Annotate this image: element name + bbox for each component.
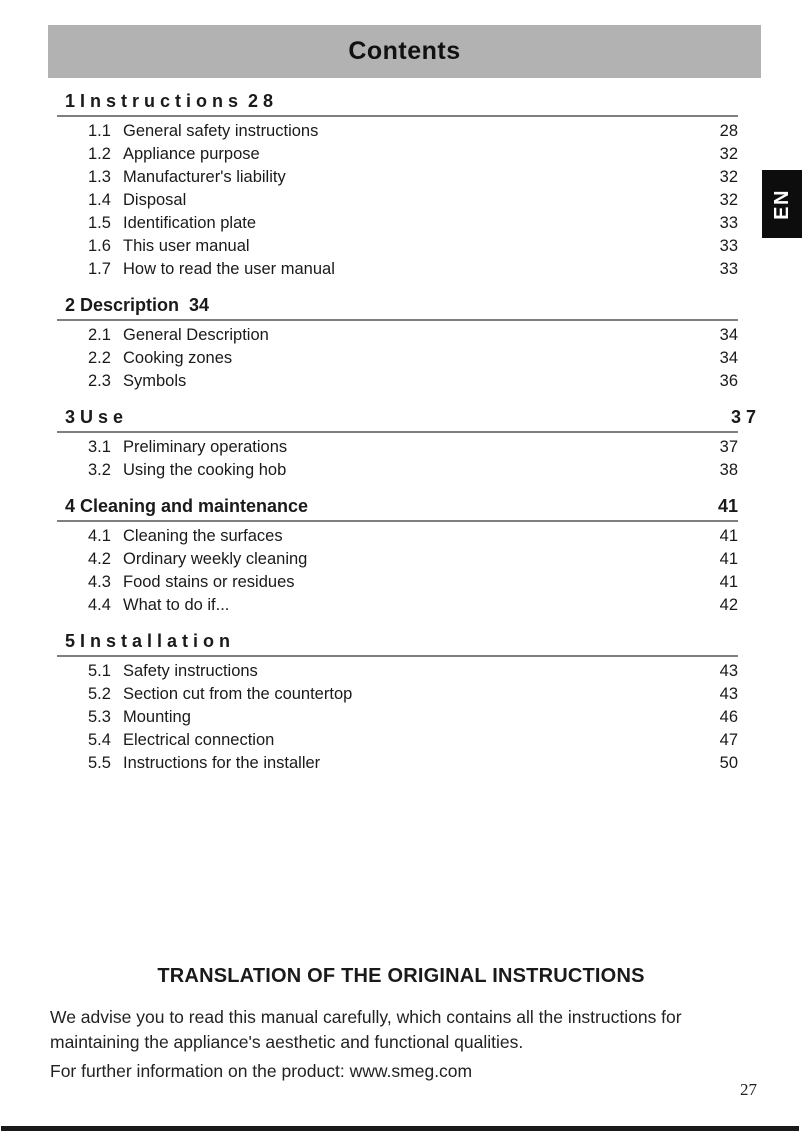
- toc-entry: [57, 166, 738, 189]
- entry-number: 1.5: [88, 214, 111, 232]
- entry-number: 2.3: [88, 372, 111, 390]
- section-heading-text: 5 I n s t a l l a t i o n: [65, 631, 231, 651]
- entry-label: Food stains or residues: [123, 573, 295, 591]
- bottom-bar: [1, 1126, 799, 1131]
- toc-entry: [57, 120, 738, 143]
- toc-entry: [57, 324, 738, 347]
- toc-entry: [57, 594, 738, 617]
- entry-page: 41: [719, 573, 738, 591]
- entry-page: 43: [719, 662, 738, 680]
- section-heading-text: 4 Cleaning and maintenance: [65, 496, 309, 516]
- toc-entry: [57, 258, 738, 281]
- entry-number: 1.2: [88, 145, 111, 163]
- entry-number: 4.4: [88, 596, 111, 614]
- entry-label: Cleaning the surfaces: [123, 527, 283, 545]
- entry-label: General Description: [123, 326, 269, 344]
- toc-entry: [57, 212, 738, 235]
- entry-label: Symbols: [123, 372, 187, 390]
- entry-label: Ordinary weekly cleaning: [123, 550, 308, 568]
- entry-number: 4.3: [88, 573, 111, 591]
- entry-label: Cooking zones: [123, 349, 233, 367]
- entry-number: 5.3: [88, 708, 111, 726]
- contents-header-bar: [48, 25, 761, 78]
- entry-page: 34: [719, 326, 738, 344]
- toc-entry: [57, 706, 738, 729]
- entry-number: 5.4: [88, 731, 111, 749]
- entry-label: General safety instructions: [123, 122, 319, 140]
- entry-page: 33: [719, 214, 738, 232]
- entry-label: Manufacturer's liability: [123, 168, 286, 186]
- entry-label: Safety instructions: [123, 662, 258, 680]
- section-heading: [57, 90, 738, 117]
- entry-page: 33: [719, 260, 738, 278]
- entry-page: 32: [719, 191, 738, 209]
- table-of-contents: [57, 90, 756, 775]
- toc-entry: [57, 347, 738, 370]
- entry-page: 32: [719, 168, 738, 186]
- entry-label: Mounting: [123, 708, 191, 726]
- entry-page: 28: [719, 122, 738, 140]
- entry-page: 41: [719, 527, 738, 545]
- toc-entry: [57, 525, 738, 548]
- language-tab-label: EN: [770, 188, 793, 220]
- footer-paragraph: We advise you to read this manual carefully, which contains all the instructions for maintaining the appliance's aesthetic and functional qualities.: [50, 1007, 682, 1052]
- entry-label: Appliance purpose: [123, 145, 260, 163]
- toc-entry: [57, 459, 738, 482]
- entry-page: 46: [719, 708, 738, 726]
- entry-number: 5.2: [88, 685, 111, 703]
- toc-entry: [57, 235, 738, 258]
- toc-entry: [57, 729, 738, 752]
- entry-page: 43: [719, 685, 738, 703]
- entry-page: 42: [719, 596, 738, 614]
- entry-label: What to do if...: [123, 596, 230, 614]
- entry-label: Identification plate: [123, 214, 257, 232]
- entry-number: 2.2: [88, 349, 111, 367]
- section-heading-text: 3 U s e: [65, 407, 124, 427]
- toc-entry: [57, 660, 738, 683]
- section-heading-page: 3 7: [730, 407, 756, 427]
- section-heading: [57, 406, 756, 433]
- entry-number: 4.2: [88, 550, 111, 568]
- entry-page: 36: [719, 372, 738, 390]
- entry-number: 3.1: [88, 438, 111, 456]
- language-tab: [762, 170, 802, 238]
- entry-label: Using the cooking hob: [123, 461, 287, 479]
- entry-label: How to read the user manual: [123, 260, 335, 278]
- entry-number: 5.5: [88, 754, 111, 772]
- toc-entry: [57, 683, 738, 706]
- section-heading: [57, 294, 738, 321]
- page-number: 27: [740, 1080, 757, 1099]
- section-heading-text: 2 Description 34: [65, 295, 210, 315]
- entry-page: 34: [719, 349, 738, 367]
- toc-entry: [57, 436, 738, 459]
- section-heading: [57, 495, 738, 522]
- entry-number: 4.1: [88, 527, 111, 545]
- toc-entry: [57, 370, 738, 393]
- entry-page: 33: [719, 237, 738, 255]
- entry-page: 38: [719, 461, 738, 479]
- entry-number: 1.1: [88, 122, 111, 140]
- entry-page: 50: [719, 754, 738, 772]
- entry-number: 5.1: [88, 662, 111, 680]
- entry-label: Electrical connection: [123, 731, 275, 749]
- entry-label: Section cut from the countertop: [123, 685, 353, 703]
- footer-text: [50, 1005, 705, 1084]
- page-title: Contents: [348, 37, 461, 65]
- section-heading-text: 1 I n s t r u c t i o n s 2 8: [65, 91, 274, 111]
- entry-page: 41: [719, 550, 738, 568]
- toc-entry: [57, 752, 738, 775]
- entry-label: Disposal: [123, 191, 187, 209]
- entry-label: Instructions for the installer: [123, 754, 321, 772]
- toc-entry: [57, 548, 738, 571]
- toc-entry: [57, 189, 738, 212]
- entry-number: 3.2: [88, 461, 111, 479]
- entry-label: Preliminary operations: [123, 438, 288, 456]
- entry-page: 37: [719, 438, 738, 456]
- footer-title: TRANSLATION OF THE ORIGINAL INSTRUCTIONS: [157, 965, 645, 987]
- entry-number: 2.1: [88, 326, 111, 344]
- entry-number: 1.3: [88, 168, 111, 186]
- entry-number: 1.7: [88, 260, 111, 278]
- entry-number: 1.6: [88, 237, 111, 255]
- toc-entry: [57, 143, 738, 166]
- entry-page: 32: [719, 145, 738, 163]
- entry-page: 47: [719, 731, 738, 749]
- section-heading-page: 41: [717, 496, 738, 516]
- toc-entry: [57, 571, 738, 594]
- footer-info: For further information on the product: www.smeg.com: [50, 1061, 473, 1081]
- section-heading: [57, 630, 738, 657]
- entry-label: This user manual: [123, 237, 250, 255]
- entry-number: 1.4: [88, 191, 111, 209]
